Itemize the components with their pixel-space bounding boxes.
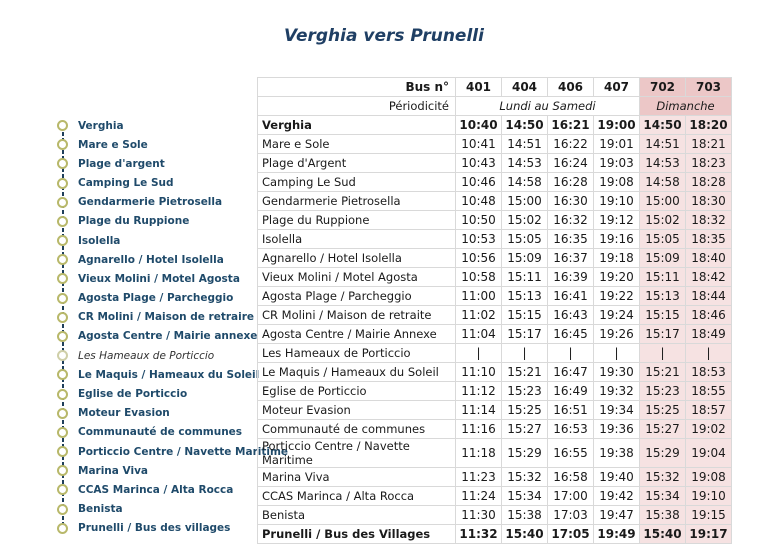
line-stop	[52, 346, 214, 365]
line-stop	[52, 250, 224, 269]
stop-dot-icon	[57, 389, 68, 400]
departure-time: 15:21	[640, 363, 686, 382]
departure-time: 10:58	[456, 268, 502, 287]
departure-time: 16:49	[548, 382, 594, 401]
table-row	[258, 420, 732, 439]
stop-dot-icon	[57, 254, 68, 265]
stop-dot-icon	[57, 120, 68, 131]
line-stop-label: Vieux Molini / Motel Agosta	[78, 272, 240, 285]
departure-time: 15:02	[640, 211, 686, 230]
line-stop-label: Moteur Evasion	[78, 407, 170, 420]
table-row	[258, 439, 732, 468]
line-stop	[52, 480, 233, 499]
stop-dot-icon	[57, 350, 68, 361]
departure-time: 19:00	[594, 116, 640, 135]
stop-name: Agosta Plage / Parcheggio	[258, 287, 456, 306]
stop-name: Communauté de communes	[258, 420, 456, 439]
line-stop-label: Benista	[78, 503, 123, 516]
line-stop	[52, 365, 259, 384]
line-stop-label: Les Hameaux de Porticcio	[78, 349, 215, 362]
departure-time: |	[686, 344, 732, 363]
stop-name: Vieux Molini / Motel Agosta	[258, 268, 456, 287]
departure-time: 16:45	[548, 325, 594, 344]
stop-name: Eglise de Porticcio	[258, 382, 456, 401]
departure-time: 18:42	[686, 268, 732, 287]
departure-time: 16:53	[548, 420, 594, 439]
departure-time: 18:53	[686, 363, 732, 382]
departure-time: 14:58	[502, 173, 548, 192]
departure-time: 18:30	[686, 192, 732, 211]
departure-time: 18:23	[686, 154, 732, 173]
departure-time: 15:05	[640, 230, 686, 249]
line-stop-label: Verghia	[78, 119, 124, 132]
line-stop	[52, 327, 257, 346]
departure-time: 15:27	[502, 420, 548, 439]
line-stop-label: CCAS Marinca / Alta Rocca	[78, 483, 234, 496]
departure-time: 19:34	[594, 401, 640, 420]
line-stop-label: Agosta Plage / Parcheggio	[78, 292, 234, 305]
departure-time: 15:15	[502, 306, 548, 325]
stop-name: CCAS Marinca / Alta Rocca	[258, 487, 456, 506]
stop-name: Agnarello / Hotel Isolella	[258, 249, 456, 268]
table-row	[258, 468, 732, 487]
line-stop	[52, 269, 240, 288]
page-title: Verghia vers Prunelli	[284, 26, 484, 46]
departure-time: 18:49	[686, 325, 732, 344]
bus-number: 401	[456, 78, 502, 97]
table-row	[258, 506, 732, 525]
departure-time: 19:02	[686, 420, 732, 439]
stop-dot-icon	[57, 139, 68, 150]
table-row	[258, 401, 732, 420]
stop-name: Moteur Evasion	[258, 401, 456, 420]
line-stop	[52, 461, 148, 480]
departure-time: 15:05	[502, 230, 548, 249]
table-row	[258, 525, 732, 544]
departure-time: 16:32	[548, 211, 594, 230]
stop-dot-icon	[57, 504, 68, 515]
stop-name: Isolella	[258, 230, 456, 249]
departure-time: |	[502, 344, 548, 363]
line-stop-label: Isolella	[78, 234, 121, 247]
departure-time: 15:29	[502, 439, 548, 468]
departure-time: 18:21	[686, 135, 732, 154]
departure-time: 15:13	[640, 287, 686, 306]
table-row	[258, 287, 732, 306]
periodicity-label: Périodicité	[258, 97, 456, 116]
departure-time: 11:12	[456, 382, 502, 401]
stop-dot-icon	[57, 465, 68, 476]
departure-time: 16:30	[548, 192, 594, 211]
departure-time: 14:51	[502, 135, 548, 154]
departure-time: 16:24	[548, 154, 594, 173]
line-stop-label: Plage d'argent	[78, 157, 165, 170]
table-row	[258, 230, 732, 249]
departure-time: 15:23	[502, 382, 548, 401]
departure-time: 19:16	[594, 230, 640, 249]
stop-name: Mare e Sole	[258, 135, 456, 154]
departure-time: 18:55	[686, 382, 732, 401]
stop-name: Plage d'Argent	[258, 154, 456, 173]
stop-dot-icon	[57, 197, 68, 208]
departure-time: 10:48	[456, 192, 502, 211]
departure-time: 10:40	[456, 116, 502, 135]
departure-time: 16:37	[548, 249, 594, 268]
departure-time: 18:32	[686, 211, 732, 230]
stop-dot-icon	[57, 235, 68, 246]
departure-time: 17:03	[548, 506, 594, 525]
departure-time: 19:22	[594, 287, 640, 306]
table-row	[258, 306, 732, 325]
departure-time: 15:25	[502, 401, 548, 420]
line-stop	[52, 308, 254, 327]
line-stop-label: Eglise de Porticcio	[78, 388, 188, 401]
departure-time: 15:00	[640, 192, 686, 211]
departure-time: 14:53	[502, 154, 548, 173]
stop-name: Plage du Ruppione	[258, 211, 456, 230]
line-stop-label: Marina Viva	[78, 464, 148, 477]
line-stop-label: Prunelli / Bus des villages	[78, 522, 231, 535]
bus-number: 406	[548, 78, 594, 97]
bus-number: 702	[640, 78, 686, 97]
stop-dot-icon	[57, 408, 68, 419]
stop-name: Camping Le Sud	[258, 173, 456, 192]
line-stop	[52, 154, 165, 173]
departure-time: 16:28	[548, 173, 594, 192]
departure-time: 14:51	[640, 135, 686, 154]
departure-time: 15:00	[502, 192, 548, 211]
bus-number: 407	[594, 78, 640, 97]
bus-number-label: Bus n°	[258, 78, 456, 97]
departure-time: 11:04	[456, 325, 502, 344]
departure-time: 18:28	[686, 173, 732, 192]
table-row	[258, 325, 732, 344]
departure-time: 10:50	[456, 211, 502, 230]
departure-time: 15:38	[640, 506, 686, 525]
stop-name: Verghia	[258, 116, 456, 135]
departure-time: 19:17	[686, 525, 732, 544]
departure-time: 19:38	[594, 439, 640, 468]
departure-time: 15:21	[502, 363, 548, 382]
departure-time: 19:08	[594, 173, 640, 192]
table-row	[258, 268, 732, 287]
line-stop	[52, 231, 120, 250]
line-stop	[52, 404, 170, 423]
departure-time: 15:40	[640, 525, 686, 544]
stop-dot-icon	[57, 369, 68, 380]
departure-time: 16:39	[548, 268, 594, 287]
departure-time: 15:15	[640, 306, 686, 325]
departure-time: |	[548, 344, 594, 363]
departure-time: 16:35	[548, 230, 594, 249]
stop-name: Gendarmerie Pietrosella	[258, 192, 456, 211]
departure-time: 18:57	[686, 401, 732, 420]
stop-dot-icon	[57, 312, 68, 323]
departure-time: |	[640, 344, 686, 363]
line-stop	[52, 193, 222, 212]
line-stop-label: Gendarmerie Pietrosella	[78, 196, 223, 209]
line-stop	[52, 500, 123, 519]
stop-name: Benista	[258, 506, 456, 525]
departure-time: |	[594, 344, 640, 363]
departure-time: 15:34	[502, 487, 548, 506]
departure-time: 15:17	[502, 325, 548, 344]
departure-time: 19:24	[594, 306, 640, 325]
table-row	[258, 487, 732, 506]
departure-time: 15:09	[640, 249, 686, 268]
departure-time: 15:25	[640, 401, 686, 420]
stop-name: Porticcio Centre / Navette Maritime	[258, 439, 456, 468]
bus-number: 404	[502, 78, 548, 97]
line-stop	[52, 289, 233, 308]
departure-time: 16:47	[548, 363, 594, 382]
departure-time: 16:55	[548, 439, 594, 468]
departure-time: 16:22	[548, 135, 594, 154]
departure-time: 19:42	[594, 487, 640, 506]
table-row	[258, 382, 732, 401]
departure-time: 18:20	[686, 116, 732, 135]
line-stop	[52, 116, 124, 135]
departure-time: 19:10	[594, 192, 640, 211]
stop-name: Marina Viva	[258, 468, 456, 487]
bus-number: 703	[686, 78, 732, 97]
departure-time: 19:26	[594, 325, 640, 344]
departure-time: 11:14	[456, 401, 502, 420]
stop-name: Le Maquis / Hameaux du Soleil	[258, 363, 456, 382]
departure-time: 18:44	[686, 287, 732, 306]
departure-time: 15:23	[640, 382, 686, 401]
departure-time: 10:53	[456, 230, 502, 249]
table-row	[258, 249, 732, 268]
stop-dot-icon	[57, 293, 68, 304]
departure-time: 14:50	[640, 116, 686, 135]
departure-time: 10:43	[456, 154, 502, 173]
weekday-periodicity: Lundi au Samedi	[456, 97, 640, 116]
departure-time: |	[456, 344, 502, 363]
departure-time: 19:04	[686, 439, 732, 468]
departure-time: 15:09	[502, 249, 548, 268]
departure-time: 11:24	[456, 487, 502, 506]
line-stop	[52, 135, 148, 154]
departure-time: 16:43	[548, 306, 594, 325]
line-stop-label: Plage du Ruppione	[78, 215, 190, 228]
departure-time: 19:15	[686, 506, 732, 525]
departure-time: 19:01	[594, 135, 640, 154]
line-stop	[52, 385, 187, 404]
departure-time: 17:05	[548, 525, 594, 544]
departure-time: 15:13	[502, 287, 548, 306]
bus-number-row	[258, 78, 732, 97]
departure-time: 11:00	[456, 287, 502, 306]
departure-time: 18:46	[686, 306, 732, 325]
departure-time: 19:08	[686, 468, 732, 487]
departure-time: 15:17	[640, 325, 686, 344]
departure-time: 19:32	[594, 382, 640, 401]
departure-time: 15:32	[640, 468, 686, 487]
departure-time: 19:49	[594, 525, 640, 544]
departure-time: 16:51	[548, 401, 594, 420]
departure-time: 15:38	[502, 506, 548, 525]
table-row	[258, 116, 732, 135]
timetable	[257, 77, 732, 544]
departure-time: 16:41	[548, 287, 594, 306]
departure-time: 19:40	[594, 468, 640, 487]
periodicity-row	[258, 97, 732, 116]
departure-time: 14:50	[502, 116, 548, 135]
departure-time: 11:23	[456, 468, 502, 487]
departure-time: 19:30	[594, 363, 640, 382]
departure-time: 11:16	[456, 420, 502, 439]
line-stop	[52, 519, 230, 538]
departure-time: 15:02	[502, 211, 548, 230]
departure-time: 17:00	[548, 487, 594, 506]
line-stop	[52, 442, 288, 461]
stop-dot-icon	[57, 216, 68, 227]
departure-time: 11:18	[456, 439, 502, 468]
table-row	[258, 154, 732, 173]
departure-time: 10:46	[456, 173, 502, 192]
line-stop-label: Porticcio Centre / Navette Maritime	[78, 445, 289, 458]
departure-time: 16:58	[548, 468, 594, 487]
table-row	[258, 211, 732, 230]
stop-dot-icon	[57, 523, 68, 534]
line-stop-label: Agnarello / Hotel Isolella	[78, 253, 224, 266]
departure-time: 15:11	[502, 268, 548, 287]
line-stop	[52, 423, 242, 442]
departure-time: 11:30	[456, 506, 502, 525]
departure-time: 15:34	[640, 487, 686, 506]
stop-dot-icon	[57, 446, 68, 457]
departure-time: 15:27	[640, 420, 686, 439]
departure-time: 19:36	[594, 420, 640, 439]
line-stop-label: Le Maquis / Hameaux du Soleil	[78, 368, 260, 381]
stop-dot-icon	[57, 158, 68, 169]
line-diagram	[52, 116, 289, 536]
line-stop-label: Camping Le Sud	[78, 177, 174, 190]
departure-time: 14:58	[640, 173, 686, 192]
stop-name: CR Molini / Maison de retraite	[258, 306, 456, 325]
stop-dot-icon	[57, 331, 68, 342]
departure-time: 14:53	[640, 154, 686, 173]
departure-time: 18:35	[686, 230, 732, 249]
departure-time: 19:20	[594, 268, 640, 287]
table-row	[258, 135, 732, 154]
line-stop	[52, 174, 174, 193]
line-stop-label: CR Molini / Maison de retraire	[78, 311, 255, 324]
departure-time: 18:40	[686, 249, 732, 268]
departure-time: 16:21	[548, 116, 594, 135]
departure-time: 11:10	[456, 363, 502, 382]
table-row	[258, 363, 732, 382]
departure-time: 19:03	[594, 154, 640, 173]
table-row	[258, 344, 732, 363]
stop-name: Les Hameaux de Porticcio	[258, 344, 456, 363]
departure-time: 19:47	[594, 506, 640, 525]
line-stop	[52, 212, 189, 231]
departure-time: 19:18	[594, 249, 640, 268]
departure-time: 15:32	[502, 468, 548, 487]
departure-time: 10:41	[456, 135, 502, 154]
departure-time: 19:12	[594, 211, 640, 230]
sunday-periodicity: Dimanche	[640, 97, 732, 116]
departure-time: 11:32	[456, 525, 502, 544]
line-stop-label: Agosta Centre / Mairie annexe	[78, 330, 258, 343]
stop-dot-icon	[57, 273, 68, 284]
departure-time: 15:40	[502, 525, 548, 544]
line-stop-label: Mare e Sole	[78, 138, 148, 151]
stop-dot-icon	[57, 427, 68, 438]
departure-time: 19:10	[686, 487, 732, 506]
departure-time: 11:02	[456, 306, 502, 325]
departure-time: 15:29	[640, 439, 686, 468]
line-stop-label: Communauté de communes	[78, 426, 243, 439]
stop-dot-icon	[57, 484, 68, 495]
stop-dot-icon	[57, 178, 68, 189]
stop-name: Agosta Centre / Mairie Annexe	[258, 325, 456, 344]
stop-name: Prunelli / Bus des Villages	[258, 525, 456, 544]
table-row	[258, 192, 732, 211]
departure-time: 10:56	[456, 249, 502, 268]
departure-time: 15:11	[640, 268, 686, 287]
table-row	[258, 173, 732, 192]
